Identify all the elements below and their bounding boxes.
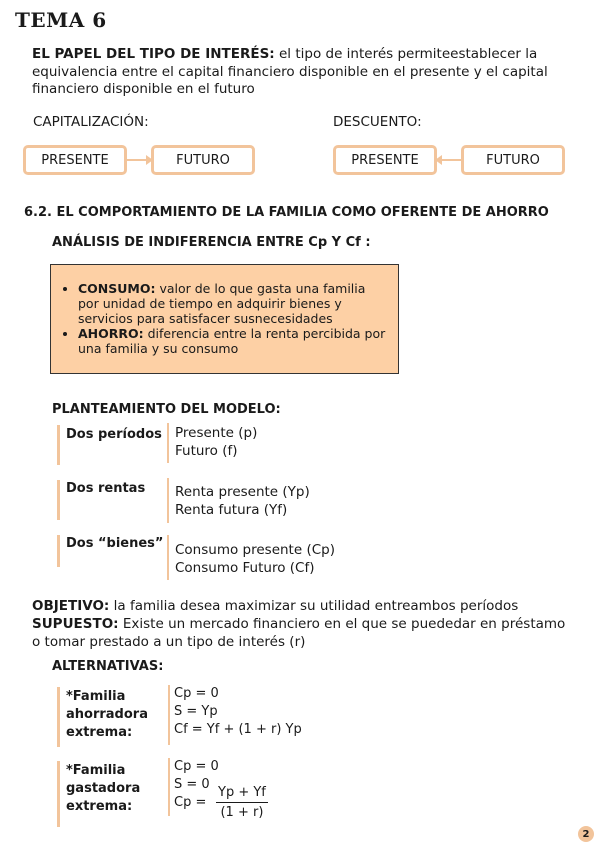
- model-divider: [167, 535, 169, 580]
- model-value: Presente (p): [175, 425, 258, 441]
- formula-line: S = Yp: [174, 704, 218, 719]
- formula-line: Cp = 0: [174, 686, 219, 701]
- model-row-label: Dos períodos: [66, 427, 162, 442]
- alternative-bar: [57, 761, 60, 827]
- definition-text: diferencia entre la renta percibida por una familia y su consumo: [78, 326, 386, 356]
- formula-line: Cp =: [174, 795, 207, 810]
- capitalizacion-label: CAPITALIZACIÓN:: [33, 114, 149, 130]
- model-row-label: Dos rentas: [66, 481, 146, 496]
- model-value: Renta presente (Yp): [175, 484, 310, 500]
- arrow-left-icon: [435, 155, 442, 165]
- section-heading: 6.2. EL COMPORTAMIENTO DE LA FAMILIA COMO OFERENTE DE AHORRO: [24, 205, 549, 220]
- descuento-label: DESCUENTO:: [333, 114, 422, 130]
- alternative-bar: [57, 687, 60, 747]
- objetivo-bold: OBJETIVO:: [32, 598, 110, 614]
- descuento-to-box: [461, 145, 565, 175]
- formula-line: Cf = Yf + (1 + r) Yp: [174, 722, 302, 737]
- definition-item: [78, 281, 388, 326]
- definitions-box: [50, 264, 399, 374]
- alternative-formulas: [174, 685, 302, 739]
- descuento-to-text: FUTURO: [486, 152, 540, 168]
- alternative-label-line: ahorradora: [66, 707, 148, 722]
- intro-bold: EL PAPEL DEL TIPO DE INTERÉS:: [32, 46, 275, 62]
- capitalizacion-to-text: FUTURO: [176, 152, 230, 168]
- model-value: Consumo Futuro (Cf): [175, 560, 315, 576]
- descuento-arrow-icon: [437, 159, 461, 161]
- supuesto-paragraph: [32, 615, 572, 651]
- model-divider: [167, 478, 169, 523]
- model-bar: [57, 535, 60, 567]
- capitalizacion-to-box: [151, 145, 255, 175]
- definition-term: CONSUMO:: [78, 281, 156, 296]
- fraction-numerator: Yp + Yf: [216, 785, 268, 803]
- supuesto-bold: SUPUESTO:: [32, 616, 119, 632]
- model-value: Consumo presente (Cp): [175, 542, 335, 558]
- definition-term: AHORRO:: [78, 326, 144, 341]
- supuesto-text: Existe un mercado financiero en el que se puededar en préstamo o tomar prestado a un tipo de interés (r): [32, 616, 566, 650]
- model-row-label: Dos “bienes”: [66, 536, 164, 551]
- alternative-label-line: *Familia: [66, 689, 126, 704]
- model-row-values: [175, 424, 257, 460]
- capitalizacion-arrow-icon: [127, 159, 151, 161]
- descuento-from-box: [333, 145, 437, 175]
- definition-item: [78, 326, 388, 356]
- alternative-divider: [168, 758, 170, 816]
- model-value: Futuro (f): [175, 443, 238, 459]
- objetivo-text: la familia desea maximizar su utilidad entreambos períodos: [109, 598, 519, 614]
- formula-line: S = 0: [174, 777, 210, 792]
- page-title: TEMA 6: [15, 8, 107, 32]
- capitalizacion-from-text: PRESENTE: [41, 152, 109, 168]
- alternative-label-line: extrema:: [66, 799, 133, 814]
- analysis-heading: ANÁLISIS DE INDIFERENCIA ENTRE Cp Y Cf :: [52, 235, 371, 250]
- alternative-label-line: *Familia: [66, 763, 126, 778]
- model-bar: [57, 480, 60, 520]
- alternative-formulas: [174, 758, 219, 812]
- alternative-label: [66, 762, 140, 816]
- alternative-divider: [168, 685, 170, 745]
- formula-fraction: [216, 785, 268, 820]
- fraction-denominator: (1 + r): [220, 805, 264, 820]
- model-heading: PLANTEAMIENTO DEL MODELO:: [52, 402, 281, 417]
- objetivo-paragraph: [32, 597, 572, 615]
- model-value: Renta futura (Yf): [175, 502, 288, 518]
- alternative-label: [66, 688, 148, 742]
- formula-line: Cp = 0: [174, 759, 219, 774]
- intro-text: el tipo de interés permiteestablecer la equivalencia entre el capital financiero disponible en el presente y el capital financiero disponible en el futuro: [32, 46, 548, 97]
- model-bar: [57, 425, 60, 465]
- capitalizacion-from-box: [23, 145, 127, 175]
- model-row-values: [175, 483, 310, 519]
- model-divider: [167, 423, 169, 463]
- model-row-values: [175, 541, 335, 577]
- alternative-label-line: extrema:: [66, 725, 133, 740]
- alternative-label-line: gastadora: [66, 781, 141, 796]
- page-number-badge: 2: [578, 826, 594, 842]
- definition-text: valor de lo que gasta una familia por unidad de tiempo en adquirir bienes y servicios para satisfacer susnecesidades: [78, 281, 366, 326]
- alternatives-heading: ALTERNATIVAS:: [52, 659, 164, 674]
- intro-paragraph: [32, 46, 567, 99]
- descuento-from-text: PRESENTE: [351, 152, 419, 168]
